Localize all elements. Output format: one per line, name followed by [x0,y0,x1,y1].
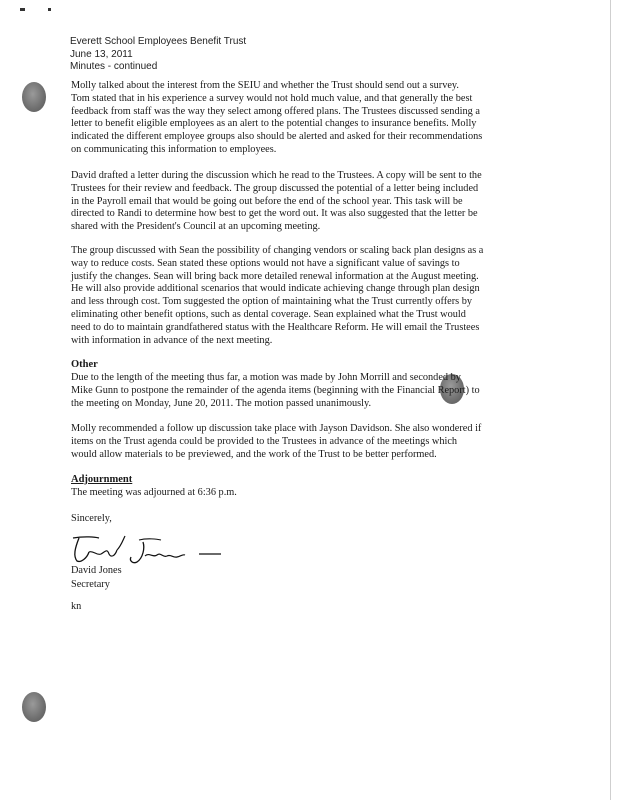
scan-speck [20,8,25,11]
text-line: directed to Randi to determine how best to get the word out. It was also suggested that the letter be [71,208,478,220]
text-line: the meeting on Monday, June 20, 2011. The motion passed unanimously. [71,397,372,409]
adjournment-text: The meeting was adjourned at 6:36 p.m. [71,487,237,498]
signer-title: Secretary [71,579,110,590]
header-date: June 13, 2011 [70,48,133,60]
section-heading-adjournment: Adjournment [71,474,133,485]
paragraph-letter [71,170,541,234]
text-line: way to reduce costs. Sean stated these options would not have a significant value of savings to [71,257,460,269]
text-line: Mike Gunn to postpone the remainder of the agenda items (beginning with the Financial Report) to [71,384,480,396]
text-line: need to do to maintain grandfathered status with the Healthcare Reform. He will email the Trustees [71,321,480,333]
text-line: on communicating this information to employees. [71,143,277,155]
paragraph-survey [71,80,541,157]
text-line: eliminating other benefit options, such as dental coverage. Sean explained what the Trust would [71,308,466,320]
text-line: letter to benefit eligible employees as an alert to the potential changes to insurance benefits. Molly [71,118,477,130]
section-heading-other: Other [71,359,98,370]
handwritten-signature [65,528,225,568]
text-line: feedback from staff was the way they select among offered plans. The Trustees discussed sending a [71,105,480,117]
punch-hole [22,82,46,112]
text-line: Trustees for their review and feedback. The group discussed the potential of a letter being included [71,182,479,194]
text-line: The group discussed with Sean the possibility of changing vendors or scaling back plan designs as a [71,245,484,256]
text-line: Molly talked about the interest from the SEIU and whether the Trust should send out a survey. [71,80,459,91]
scan-speck [48,8,51,11]
text-line: Molly recommended a follow up discussion take place with Jayson Davidson. She also wondered if [71,423,482,434]
text-line: He will also provide additional scenarios that would indicate achieving change through plan design [71,283,480,295]
scan-edge-line [610,0,611,800]
punch-hole [22,692,46,722]
signer-name: David Jones [71,565,122,576]
text-line: Tom stated that in his experience a survey would not hold much value, and that generally the best [71,92,473,104]
text-line: with information in advance of the next meeting. [71,334,273,346]
text-line: Due to the length of the meeting thus far, a motion was made by John Morrill and seconded by [71,372,461,383]
text-line: and less through cost. Tom suggested the option of maintaining what the Trust currently offers by [71,296,472,308]
paragraph-motion [71,372,541,410]
text-line: indicated the different employee groups also should be alerted and asked for their recommendations [71,131,483,143]
text-line: justify the changes. Sean will bring back more detailed renewal information at the August meeting. [71,270,479,282]
typist-initials: kn [71,601,82,612]
text-line: items on the Trust agenda could be provided to the Trustees in advance of the meetings which [71,435,458,447]
text-line: would allow materials to be previewed, and the work of the Trust to be better performed. [71,448,437,460]
paragraph-vendors [71,245,541,347]
header-subtitle: Minutes - continued [70,61,158,72]
text-line: David drafted a letter during the discussion which he read to the Trustees. A copy will be sent to the [71,170,482,181]
closing-salutation: Sincerely, [71,513,112,524]
signer-block [71,564,122,592]
document-header [70,36,246,74]
header-org: Everett School Employees Benefit Trust [70,36,247,47]
paragraph-followup [71,423,541,461]
text-line: shared with the President's Council at an upcoming meeting. [71,221,321,233]
text-line: in the Payroll email that would be going out before the end of the school year. This task will be [71,195,463,207]
